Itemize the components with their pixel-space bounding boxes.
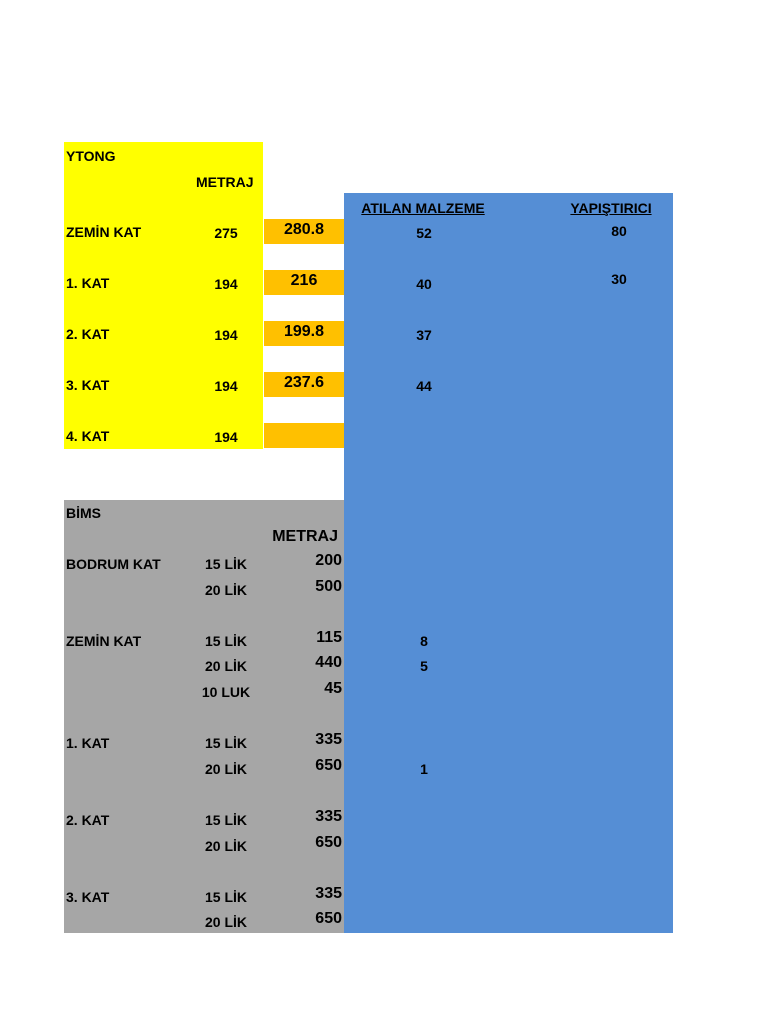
atilan-malzeme-value: 52 [416, 225, 432, 241]
ytong-metraj-value: 194 [214, 327, 238, 343]
bims-size-label: 20 LİK [204, 581, 248, 598]
bims-metraj-value: 115 [316, 628, 342, 646]
ytong-metraj-value: 275 [214, 225, 238, 241]
bims-atilan-value: 8 [420, 632, 428, 649]
ytong-floor-label: 4. KAT [66, 428, 110, 444]
atilan-malzeme-value: 40 [416, 276, 432, 292]
bims-size-label: 15 LİK [204, 888, 248, 905]
bims-atilan-value: 1 [420, 760, 428, 777]
ytong-metraj-value: 194 [214, 429, 238, 445]
ytong-calc-value: 199.8 [283, 323, 325, 340]
bims-metraj-value: 335 [315, 884, 342, 902]
ytong-metraj-header: METRAJ [196, 174, 254, 190]
bims-size-label: 20 LİK [204, 914, 248, 931]
atilan-malzeme-value: 44 [416, 378, 432, 394]
ytong-calc-value: 237.6 [283, 374, 325, 391]
bims-size-label: 20 LİK [204, 837, 248, 854]
ytong-floor-label: ZEMİN KAT [66, 224, 142, 240]
yapistirici-header: YAPIŞTIRICI [570, 200, 652, 216]
bims-metraj-value: 200 [315, 552, 342, 569]
bims-floor-label: ZEMİN KAT [66, 632, 142, 649]
bims-size-label: 15 LİK [204, 735, 248, 752]
bims-title: BİMS [66, 505, 101, 521]
bims-metraj-value: 650 [315, 910, 342, 928]
atilan-malzeme-column-fill [344, 193, 673, 933]
bims-metraj-header: METRAJ [272, 528, 338, 545]
ytong-calc-value: 216 [290, 272, 318, 289]
bims-metraj-value: 335 [315, 808, 342, 825]
yapistirici-value: 80 [611, 223, 627, 239]
atilan-malzeme-header: ATILAN MALZEME [361, 200, 485, 216]
ytong-floor-label: 2. KAT [66, 326, 110, 342]
bims-floor-label: 3. KAT [66, 888, 110, 905]
bims-metraj-value: 650 [315, 756, 342, 774]
bims-size-label: 10 LUK [201, 684, 251, 700]
bims-floor-label: 2. KAT [66, 812, 110, 828]
ytong-metraj-value: 194 [214, 276, 238, 292]
ytong-title: YTONG [66, 148, 116, 164]
ytong-floor-label: 1. KAT [66, 275, 110, 291]
bims-atilan-value: 5 [420, 658, 428, 675]
bims-size-label: 15 LİK [204, 556, 248, 572]
bims-size-label: 15 LİK [204, 632, 248, 649]
bims-floor-label: 1. KAT [66, 735, 110, 752]
bims-metraj-value: 45 [324, 680, 342, 697]
yapistirici-value: 30 [611, 271, 627, 287]
bims-metraj-value: 650 [315, 833, 342, 851]
ytong-calc-value: 280.8 [283, 221, 325, 238]
bims-metraj-value: 500 [315, 577, 342, 595]
bims-size-label: 15 LİK [204, 812, 248, 828]
bims-size-label: 20 LİK [204, 760, 248, 777]
ytong-calc-cell-4-fill [264, 423, 344, 448]
atilan-malzeme-value: 37 [416, 327, 432, 343]
ytong-metraj-value: 194 [214, 378, 238, 394]
bims-floor-label: BODRUM KAT [66, 556, 161, 572]
ytong-floor-label: 3. KAT [66, 377, 110, 393]
bims-metraj-value: 335 [315, 731, 342, 749]
bims-metraj-value: 440 [315, 654, 342, 672]
bims-size-label: 20 LİK [204, 658, 248, 675]
